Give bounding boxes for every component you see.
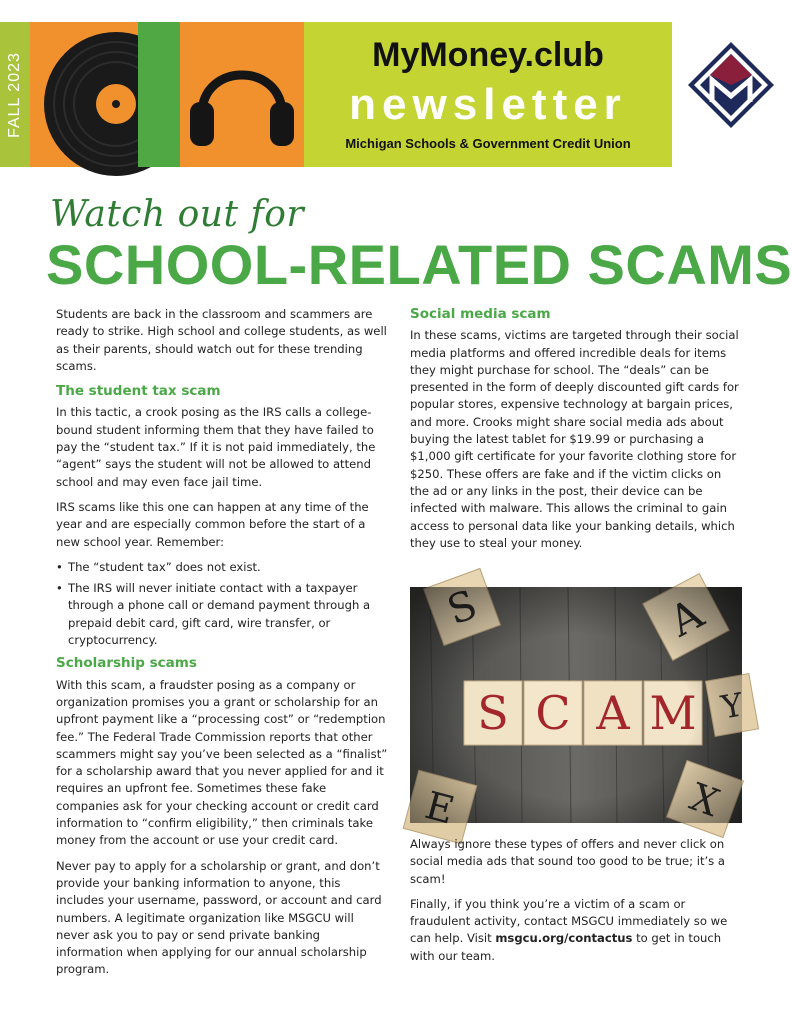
scam-photo-image: [410, 587, 742, 823]
newsletter-subtitle: newsletter: [349, 80, 627, 129]
headline-main: SCHOOL-RELATED SCAMS: [46, 233, 792, 296]
bullet-item: • The “student tax” does not exist.: [56, 559, 390, 576]
headphones-panel: [180, 22, 304, 167]
student-tax-paragraph-1: In this tactic, a crook posing as the IRS calls a college-bound student informing them that they have failed to pay the “student tax.” If it is not paid immediately, the “agent” says the student will not be allowed to attend school and may even face jail time.: [56, 405, 376, 489]
closing-paragraph-2: [410, 896, 742, 965]
student-tax-heading: The student tax scam: [56, 383, 221, 400]
social-media-heading: Social media scam: [410, 306, 551, 322]
student-tax-paragraph-2: IRS scams like this one can happen at any time of the year and are especially common before the start of a new school year. Remember:: [56, 499, 369, 549]
season-label: FALL 2023: [6, 51, 23, 138]
intro-paragraph: Students are back in the classroom and scammers are ready to strike. High school and college students, as well as their parents, should watch out for these trending scams.: [56, 307, 387, 373]
scholarship-paragraph-2: Never pay to apply for a scholarship or grant, and don’t provide your banking information to anyone, this includes your username, password, or account and card numbers. A legitimate organization like MSGCU will never ask you to pay or send private banking information when applying for our annual scholarship program.: [56, 858, 382, 977]
credit-union-name: Michigan Schools & Government Credit Union: [345, 136, 631, 151]
scholarship-heading: Scholarship scams: [56, 655, 197, 672]
bullet-item: • The IRS will never initiate contact with a taxpayer through a phone call or demand payment through a prepaid debit card, gift card, wire transfer, or cryptocurrency.: [56, 580, 390, 649]
newsletter-title: MyMoney.club: [372, 36, 604, 74]
right-column: [410, 306, 742, 560]
diamond-logo-icon: [686, 40, 776, 130]
social-media-paragraph: In these scams, victims are targeted through their social media platforms and offered incredible deals for items they might purchase for school. The “deals” can be presented in the form of deeply discounted gift cards for popular stores, expensive technology at bargain prices, and more. Crooks might share social media ads about buying the latest tablet for $19.99 or purchasing a $1,000 gift certificate for your favorite clothing store for $250. These offers are fake and if the victim clicks on the ad or any links in the post, their device can be infected with malware. This allows the criminal to gain access to personal data like your banking details, which they use to steal your money.: [410, 328, 739, 550]
season-strip: [0, 22, 30, 167]
scam-blocks-photo: [410, 587, 742, 823]
title-panel: [304, 22, 672, 167]
newsletter-banner: [0, 22, 672, 167]
vinyl-record-icon: [30, 22, 138, 167]
closing-text-end: to get in touch with our team.: [410, 931, 722, 963]
left-column: [56, 306, 390, 987]
green-divider-bar: [138, 22, 180, 167]
student-tax-bullets: [56, 559, 390, 649]
closing-paragraph-1: Always ignore these types of offers and never click on social media ads that sound too good to be true; it’s a scam!: [410, 837, 726, 886]
msgcu-logo: [686, 40, 776, 130]
contact-us-link[interactable]: msgcu.org/contactus: [495, 931, 633, 946]
headphones-icon: [180, 22, 304, 167]
vinyl-record-panel: [30, 22, 138, 167]
headline-kicker: Watch out for: [50, 194, 305, 235]
closing-text-start: Finally, if you think you’re a victim of a scam or fraudulent activity, contact MSGCU immediately so we can help. Visit: [410, 896, 728, 946]
right-column-closing: [410, 836, 742, 973]
scholarship-paragraph-1: With this scam, a fraudster posing as a company or organization promises you a grant or scholarship for an upfront payment like a “processing cost” or “redemption fee.” The Federal Trade Commission reports that other scammers might say you’ve been selected as a “finalist” for a scholarship award that you never applied for and it requires an upfront fee. Sometimes these fake companies ask for your checking account or credit card information to “confirm eligibility,” then criminals take money from the account or use your credit card.: [56, 677, 388, 848]
